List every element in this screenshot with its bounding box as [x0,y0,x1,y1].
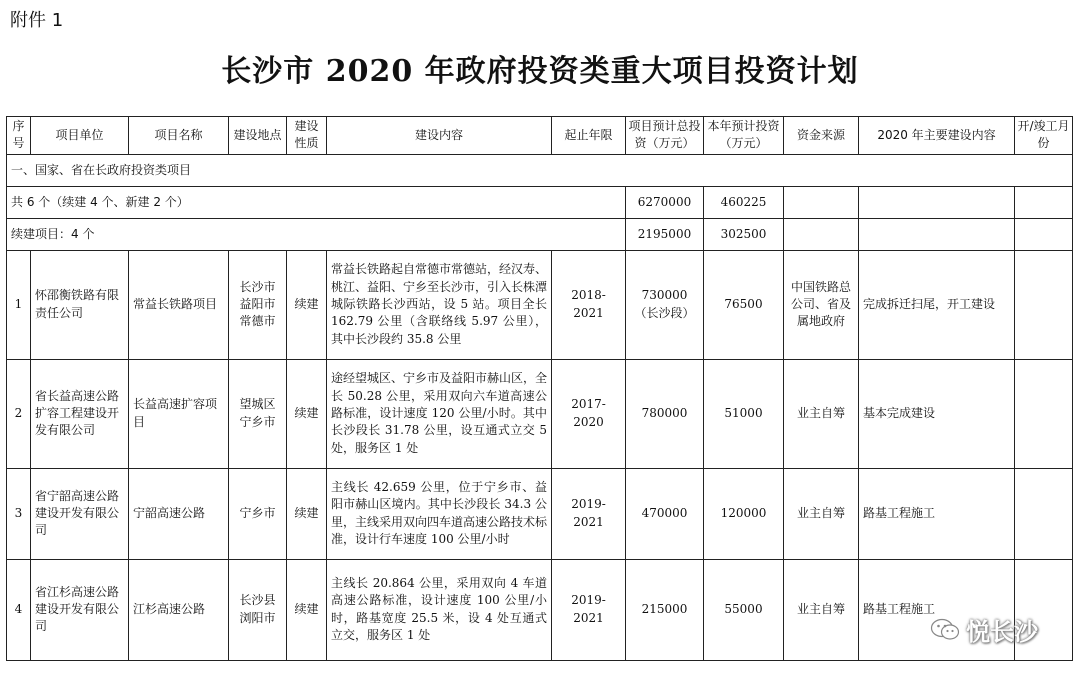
row-period: 2017-2020 [552,359,626,468]
section-title: 一、国家、省在长政府投资类项目 [7,154,1073,186]
row-location: 长沙县 浏阳市 [229,559,287,660]
header-period: 起止年限 [552,117,626,155]
row-start-end [1015,250,1073,359]
header-funding: 资金来源 [784,117,859,155]
header-start-end: 开/竣工月份 [1015,117,1073,155]
row-content: 主线长 20.864 公里，采用双向 4 车道高速公路标准，设计速度 100 公里/小时，路基宽度 25.5 米，设 4 处互通式立交，服务区 1 处 [327,559,552,660]
row-annual: 55000 [704,559,784,660]
row-start-end [1015,468,1073,559]
header-total: 项目预计总投资（万元） [626,117,704,155]
row-funding: 业主自筹 [784,468,859,559]
row-nature: 续建 [287,250,327,359]
row-location: 长沙市 益阳市 常德市 [229,250,287,359]
row-location: 望城区 宁乡市 [229,359,287,468]
summary-total: 6270000 [626,186,704,218]
summary-annual: 460225 [704,186,784,218]
header-location: 建设地点 [229,117,287,155]
row-total: 215000 [626,559,704,660]
row-annual: 51000 [704,359,784,468]
row-main2020: 路基工程施工 [859,468,1015,559]
continuing-total: 2195000 [626,218,704,250]
row-main2020: 完成拆迁扫尾，开工建设 [859,250,1015,359]
row-location: 宁乡市 [229,468,287,559]
header-name: 项目名称 [129,117,229,155]
row-nature: 续建 [287,559,327,660]
header-annual: 本年预计投资（万元） [704,117,784,155]
row-seq: 4 [7,559,31,660]
summary-row [7,186,1073,218]
row-content: 常益长铁路起自常德市常德站，经汉寿、桃江、益阳、宁乡至长沙市，引入长株潭城际铁路长沙西站，设 5 站。项目全长 162.79 公里（含联络线 5.97 公里），其中长沙段约 35.8 公里 [327,250,552,359]
header-nature: 建设性质 [287,117,327,155]
row-total: 780000 [626,359,704,468]
table-row [7,359,1073,468]
wechat-icon [930,617,960,643]
row-seq: 2 [7,359,31,468]
header-row [7,117,1073,155]
wechat-watermark [930,612,1038,647]
attachment-label: 附件 1 [10,10,64,31]
table-row [7,468,1073,559]
row-unit: 省长益高速公路扩容工程建设开发有限公司 [31,359,129,468]
row-annual: 76500 [704,250,784,359]
continuing-label: 续建项目：4 个 [7,218,626,250]
row-unit: 省宁韶高速公路建设开发有限公司 [31,468,129,559]
row-funding: 业主自筹 [784,559,859,660]
row-period: 2019-2021 [552,559,626,660]
row-total: 730000 （长沙段） [626,250,704,359]
header-content: 建设内容 [327,117,552,155]
row-nature: 续建 [287,359,327,468]
row-name: 常益长铁路项目 [129,250,229,359]
summary-label: 共 6 个（续建 4 个、新建 2 个） [7,186,626,218]
row-total: 470000 [626,468,704,559]
row-name: 长益高速扩容项目 [129,359,229,468]
continuing-row [7,218,1073,250]
row-main2020: 路基工程施工 [859,559,1015,660]
row-seq: 1 [7,250,31,359]
section-row [7,154,1073,186]
row-period: 2019-2021 [552,468,626,559]
row-start-end [1015,359,1073,468]
row-funding: 业主自筹 [784,359,859,468]
header-main2020: 2020 年主要建设内容 [859,117,1015,155]
row-annual: 120000 [704,468,784,559]
row-content: 途经望城区、宁乡市及益阳市赫山区，全长 50.28 公里，采用双向六车道高速公路标准，设计速度 120 公里/小时。其中长沙段长 31.78 公里，设互通式立交 5 处，服务区 1 处 [327,359,552,468]
row-seq: 3 [7,468,31,559]
table-row [7,250,1073,359]
investment-table [6,116,1073,661]
row-period: 2018-2021 [552,250,626,359]
row-funding: 中国铁路总公司、省及属地政府 [784,250,859,359]
row-content: 主线长 42.659 公里，位于宁乡市、益阳市赫山区境内。其中长沙段长 34.3 公里，主线采用双向四车道高速公路技术标准，设计行车速度 100 公里/小时 [327,468,552,559]
row-unit: 省江杉高速公路建设开发有限公司 [31,559,129,660]
row-name: 宁韶高速公路 [129,468,229,559]
header-seq: 序号 [7,117,31,155]
continuing-annual: 302500 [704,218,784,250]
watermark-text: 悦长沙 [966,618,1038,646]
page-title: 长沙市 2020 年政府投资类重大项目投资计划 [221,54,859,89]
header-unit: 项目单位 [31,117,129,155]
row-name: 江杉高速公路 [129,559,229,660]
row-nature: 续建 [287,468,327,559]
row-main2020: 基本完成建设 [859,359,1015,468]
table-row [7,559,1073,660]
row-unit: 怀邵衡铁路有限责任公司 [31,250,129,359]
